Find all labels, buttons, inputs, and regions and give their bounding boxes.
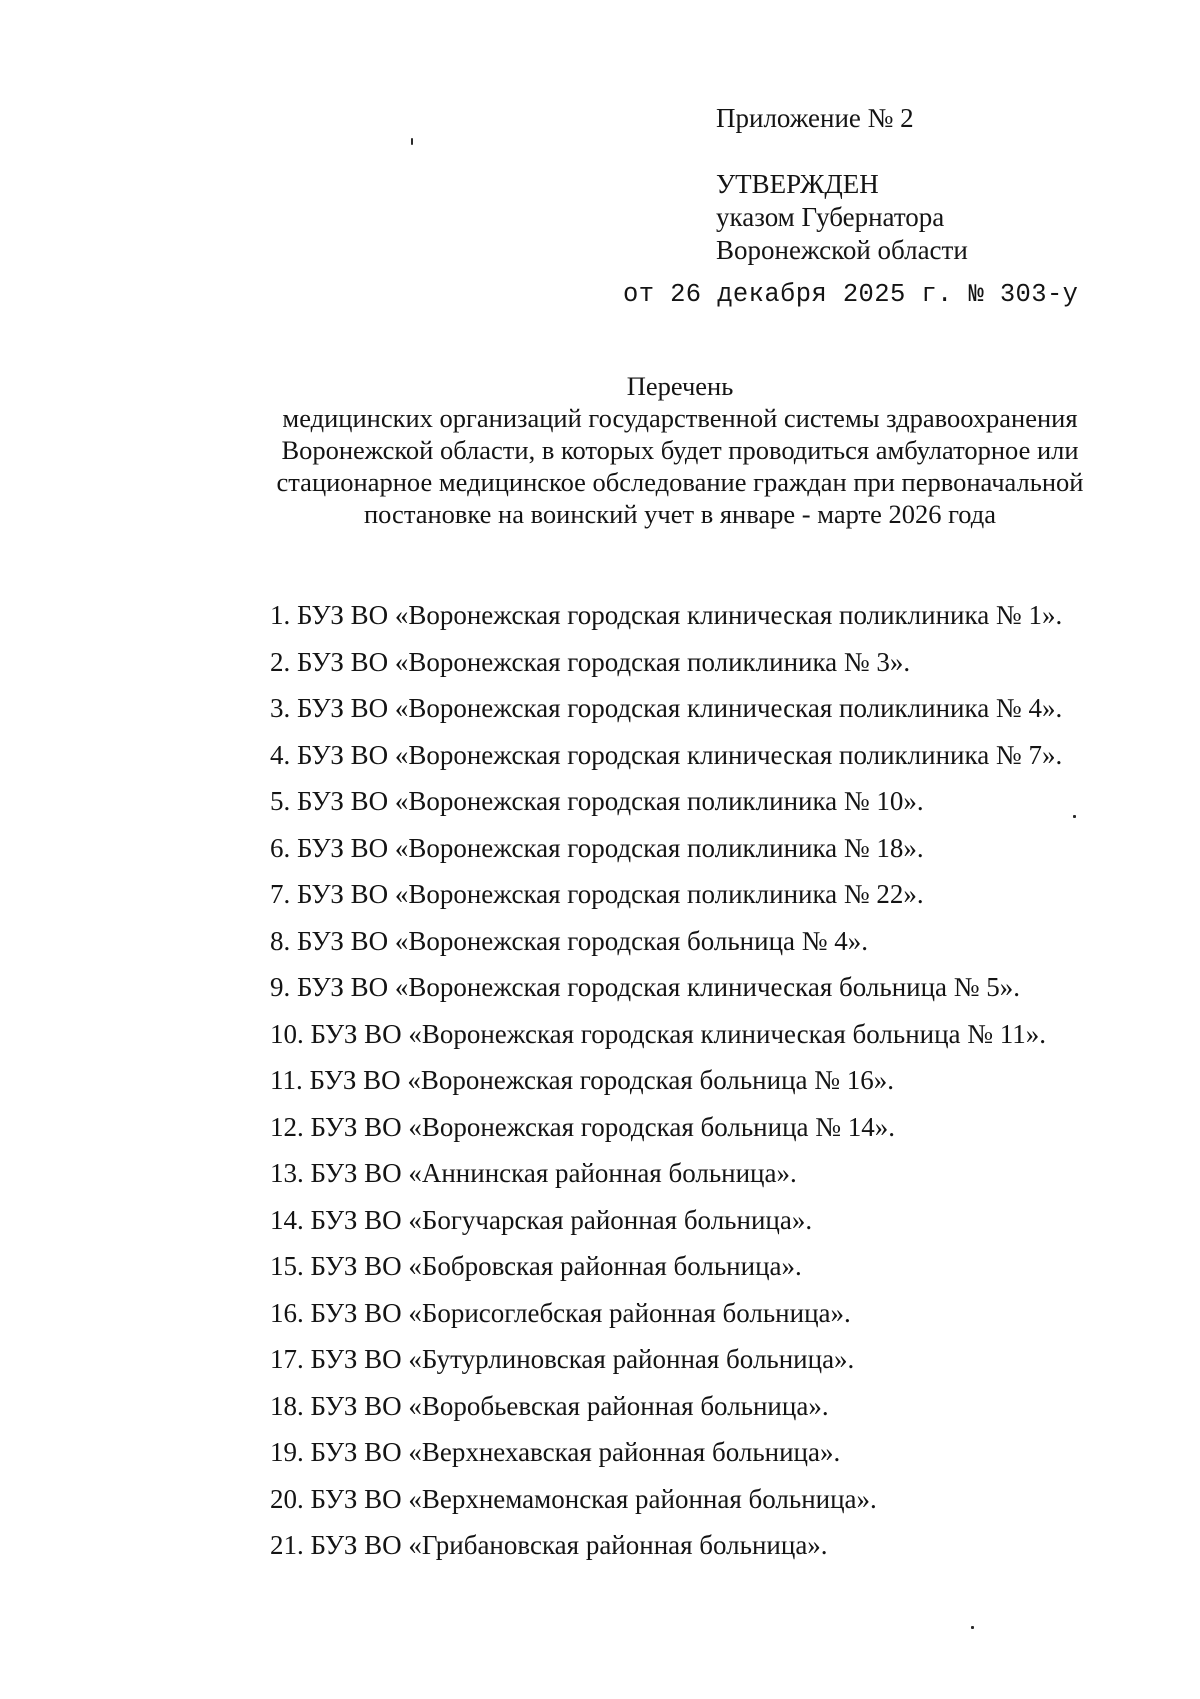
title-line-1: Перечень [626, 371, 734, 401]
list-item: 14. БУЗ ВО «Богучарская районная больница». [270, 1204, 813, 1235]
title-line-2: медицинских организаций государственной системы здравоохранения [282, 403, 1078, 433]
scan-speck [971, 1626, 974, 1629]
list-item: 10. БУЗ ВО «Воронежская городская клиническая больница № 11». [270, 1018, 1047, 1049]
list-item: 20. БУЗ ВО «Верхнемамонская районная больница». [270, 1483, 877, 1514]
list-item: 21. БУЗ ВО «Грибановская районная больница». [270, 1530, 828, 1560]
approved-by-line-1: указом Губернатора [716, 202, 945, 232]
approved-heading: УТВЕРЖДЕН [716, 169, 879, 199]
organizations-list [270, 592, 1062, 1569]
list-item: 9. БУЗ ВО «Воронежская городская клиническая больница № 5». [270, 972, 1021, 1002]
list-item: 7. БУЗ ВО «Воронежская городская поликлиника № 22». [270, 879, 924, 909]
list-item: 15. БУЗ ВО «Бобровская районная больница». [270, 1251, 802, 1281]
title-line-5: постановке на воинский учет в январе - марте 2026 года [363, 499, 997, 529]
approval-stamp [716, 168, 968, 267]
scan-speck [1073, 815, 1076, 818]
list-item: 1. БУЗ ВО «Воронежская городская клиническая поликлиника № 1». [270, 600, 1063, 630]
list-item: 6. БУЗ ВО «Воронежская городская поликлиника № 18». [270, 832, 924, 863]
list-item: 5. БУЗ ВО «Воронежская городская поликлиника № 10». [270, 786, 924, 816]
list-item: 3. БУЗ ВО «Воронежская городская клиническая поликлиника № 4». [270, 693, 1063, 723]
decree-reference: от 26 декабря 2025 г. № 303-у [623, 280, 1079, 309]
title-line-4: стационарное медицинское обследование граждан при первоначальной [276, 467, 1084, 497]
document-title [200, 370, 1160, 530]
title-line-3: Воронежской области, в которых будет проводиться амбулаторное или [281, 435, 1079, 465]
list-item: 4. БУЗ ВО «Воронежская городская клиническая поликлиника № 7». [270, 739, 1063, 770]
list-item: 8. БУЗ ВО «Воронежская городская больница № 4». [270, 925, 869, 956]
list-item: 17. БУЗ ВО «Бутурлиновская районная больница». [270, 1344, 855, 1374]
list-item: 12. БУЗ ВО «Воронежская городская больница № 14». [270, 1111, 896, 1142]
list-item: 18. БУЗ ВО «Воробьевская районная больница». [270, 1390, 829, 1421]
list-item: 11. БУЗ ВО «Воронежская городская больница № 16». [270, 1065, 895, 1095]
list-item: 2. БУЗ ВО «Воронежская городская поликлиника № 3». [270, 646, 911, 677]
list-item: 16. БУЗ ВО «Борисоглебская районная больница». [270, 1297, 851, 1328]
scan-speck [411, 138, 413, 145]
annex-label: Приложение № 2 [716, 103, 914, 133]
approved-by-line-2: Воронежской области [716, 235, 968, 265]
list-item: 13. БУЗ ВО «Аннинская районная больница». [270, 1158, 797, 1188]
list-item: 19. БУЗ ВО «Верхнехавская районная больница». [270, 1437, 841, 1467]
